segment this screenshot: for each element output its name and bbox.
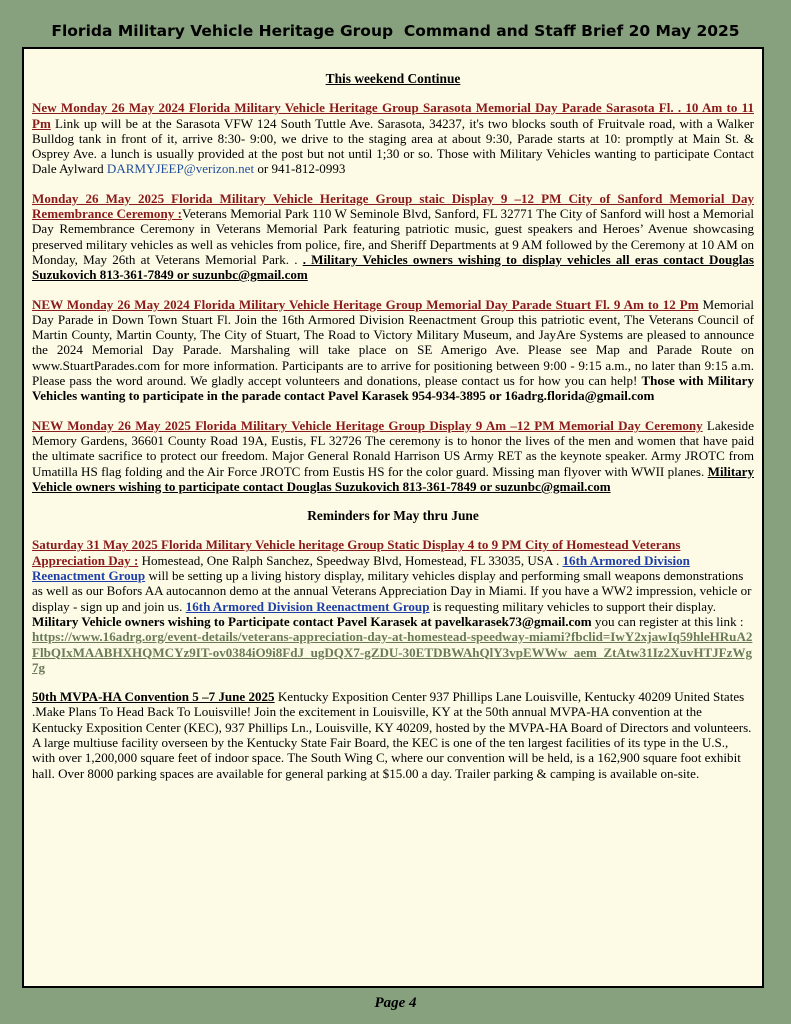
section-heading-weekend: This weekend Continue	[325, 71, 461, 86]
event-stuart: NEW Monday 26 May 2024 Florida Military Vehicle Heritage Group Memorial Day Parade Stuart Fl. 9 Am to 12 Pm Memorial Day Parade in Down Town Stuart Fl. Join the 16th Armored Division Reenactment Group this patriotic event, The Veterans Council of Martin County, Martin County, The City of Stuart, The Road to Victory Military Museum, and JayAre Systems are pleased to announce the 2024 Memorial Day Parade. Marshaling will take place on SE Amerigo Ave. Please see Map and Parade Route on www.StuartParades.com for more information. Participants are to arrive for positioning between 9:00 - 9:15 a.m., no later than 9:15 a.m. Please pass the word around. We gladly accept volunteers and donations, please contact us for how you can help! Those with Military Vehicles wanting to participate in the parade contact Pavel Karasek 954-934-3895 or 16adrg.florida@gmail.com	[32, 296, 754, 404]
event-title: NEW Monday 26 May 2025 Florida Military Vehicle Heritage Group Display 9 Am –12 PM Memorial Day Ceremony	[32, 417, 703, 433]
event-title: Saturday 31 May 2025 Florida Military Vehicle heritage Group Static Display 4 to 9 PM City of Homestead Veterans Appreciation Day :	[32, 537, 681, 568]
event-title: Monday 26 May 2025 Florida Military Vehicle Heritage Group staic Display 9 –12 PM City of Sanford Memorial Day Remembrance Ceremony :	[32, 190, 754, 222]
group-link[interactable]: 16th Armored Division Reenactment Group	[32, 552, 690, 584]
event-contact: Military Vehicle owners wishing to Participate contact Pavel Karasek at pavelkarasek73@gmail.com	[32, 613, 592, 629]
event-title: NEW Monday 26 May 2024 Florida Military Vehicle Heritage Group Memorial Day Parade Stuart Fl. 9 Am to 12 Pm	[32, 296, 699, 312]
email-link[interactable]: DARMYJEEP@verizon.net	[106, 161, 255, 177]
event-contact: . Military Vehicles owners wishing to display vehicles all eras contact Douglas Suzukovich 813-361-7849 or suzunbc@gmail.com	[32, 251, 754, 283]
event-homestead: Saturday 31 May 2025 Florida Military Vehicle heritage Group Static Display 4 to 9 PM City of Homestead Veterans Appreciation Day : Homestead, One Ralph Sanchez, Speedway Blvd, Homestead, FL 33035, USA . 16th Armored Division Reenactment Group will be setting up a living history display, military vehicles display and performing small weapons demonstrations as well as our Bofors AA autocannon demo at the annual Veterans Appreciation Day in Miami. If you have a WW2 impression, vehicle or display - sign up and join us. 16th Armored Division Reenactment Group is requesting military vehicles to support their display. Military Vehicle owners wishing to Participate contact Pavel Karasek at pavelkarasek73@gmail.com you can register at this link : https://www.16adrg.org/event-details/veterans-appreciation-day-at-homestead-speedway-miami?fbclid=IwY2xjawIq59hleHRuA2FlbQIxMAABHXHQMCYz9IT-ov0384iO9i8FdJ_ugDQX7-gZDU-30ETDBWAhQlY3vpEWWw_aem_ZtAtw31Iz2XuvHTJFzWg7g	[32, 537, 753, 675]
event-sarasota: New Monday 26 May 2024 Florida Military Vehicle Heritage Group Sarasota Memorial Day Parade Sarasota Fl. . 10 Am to 11 Pm Link up will be at the Sarasota VFW 124 South Tuttle Ave. Sarasota, 34237, it's two blocks south of Fruitvale road, with a Walker Bulldog tank in front of it, arrive 8:30- 9:00, we drive to the staging area at about 9:30, Parade starts at 10: promptly at Main St. & Osprey Ave. a lunch is usually provided at the post but not until 1;30 or so. Those with Military Vehicles wanting to participate Contact Dale Aylward DARMYJEEP@verizon.net or 941-812-0993	[32, 100, 754, 177]
content-panel	[22, 47, 764, 988]
page-number: Page 4	[374, 995, 417, 1011]
event-sanford: Monday 26 May 2025 Florida Military Vehicle Heritage Group staic Display 9 –12 PM City of Sanford Memorial Day Remembrance Ceremony :Veterans Memorial Park 110 W Seminole Blvd, Sanford, FL 32771 The City of Sanford will host a Memorial Day Remembrance Ceremony in Veterans Memorial Park featuring patriotic music, guest speakers and Heroes’ Avenue showcasing preserved military vehicles as well as vehicles from police, fire, and Sheriff Departments at 9 AM followed by the Ceremony at 10 AM on Monday, May 26th at Veterans Memorial Park. . . Military Vehicles owners wishing to display vehicles all eras contact Douglas Suzukovich 813-361-7849 or suzunbc@gmail.com	[32, 190, 754, 283]
event-contact: Military Vehicle owners wishing to participate contact Douglas Suzukovich 813-361-7849 or suzunbc@gmail.com	[32, 463, 754, 494]
event-contact: Those with Military Vehicles wanting to participate in the parade contact Pavel Karasek 954-934-3895 or 16adrg.florida@gmail.com	[32, 373, 754, 404]
event-mvpa-convention: 50th MVPA-HA Convention 5 –7 June 2025 Kentucky Exposition Center 937 Phillips Lane Louisville, Kentucky 40209 United States .Make Plans To Head Back To Louisville! Join the excitement in Louisville, KY at the 50th annual MVPA-HA convention at the Kentucky Exposition Center (KEC), 937 Phillips Ln., Louisville, KY 40209, hosted by the MVPA-HA Board of Directors and volunteers. A large multiuse facility overseen by the Kentucky State Fair Board, the KEC is one of the ten largest facilities of its type in the U.S., with over 1,200,000 square feet of indoor space. The South Wing C, where our convention will be held, is a 162,900 square foot exhibit hall. Over 8000 parking spaces are available for general parking at $15.00 a day. Trailer parking & camping is available on-site.	[32, 689, 752, 781]
registration-link[interactable]: https://www.16adrg.org/event-details/veterans-appreciation-day-at-homestead-speedway-miami?fbclid=IwY2xjawIq59hleHRuA2FlbQIxMAABHXHQMCYz9IT-ov0384iO9i8FdJ_ugDQX7-gZDU-30ETDBWAhQlY3vpEWWw_aem_ZtAtw31Iz2XuvHTJFzWg7g	[32, 629, 753, 675]
section-heading-reminders: Reminders for May thru June	[307, 508, 479, 524]
page-header: Florida Military Vehicle Heritage Group Command and Staff Brief 20 May 2025	[51, 22, 740, 40]
event-title: New Monday 26 May 2024 Florida Military Vehicle Heritage Group Sarasota Memorial Day Parade Sarasota Fl. . 10 Am to 11 Pm	[32, 100, 754, 131]
event-title: 50th MVPA-HA Convention 5 –7 June 2025	[32, 689, 275, 705]
group-link[interactable]: 16th Armored Division Reenactment Group	[185, 598, 430, 614]
event-eustis: NEW Monday 26 May 2025 Florida Military Vehicle Heritage Group Display 9 Am –12 PM Memorial Day Ceremony Lakeside Memory Gardens, 36601 County Road 19A, Eustis, FL 32726 The ceremony is to honor the lives of the men and women that have paid the ultimate sacrifice to protect our freedom. Major General Ronald Harrison US Army RET as the keynote speaker. Army JROTC from Umatilla HS flag folding and the Air Force JROTC from Eustis HS for the color guard. Missing man flyover with WWII planes. Military Vehicle owners wishing to participate contact Douglas Suzukovich 813-361-7849 or suzunbc@gmail.com	[32, 417, 754, 494]
